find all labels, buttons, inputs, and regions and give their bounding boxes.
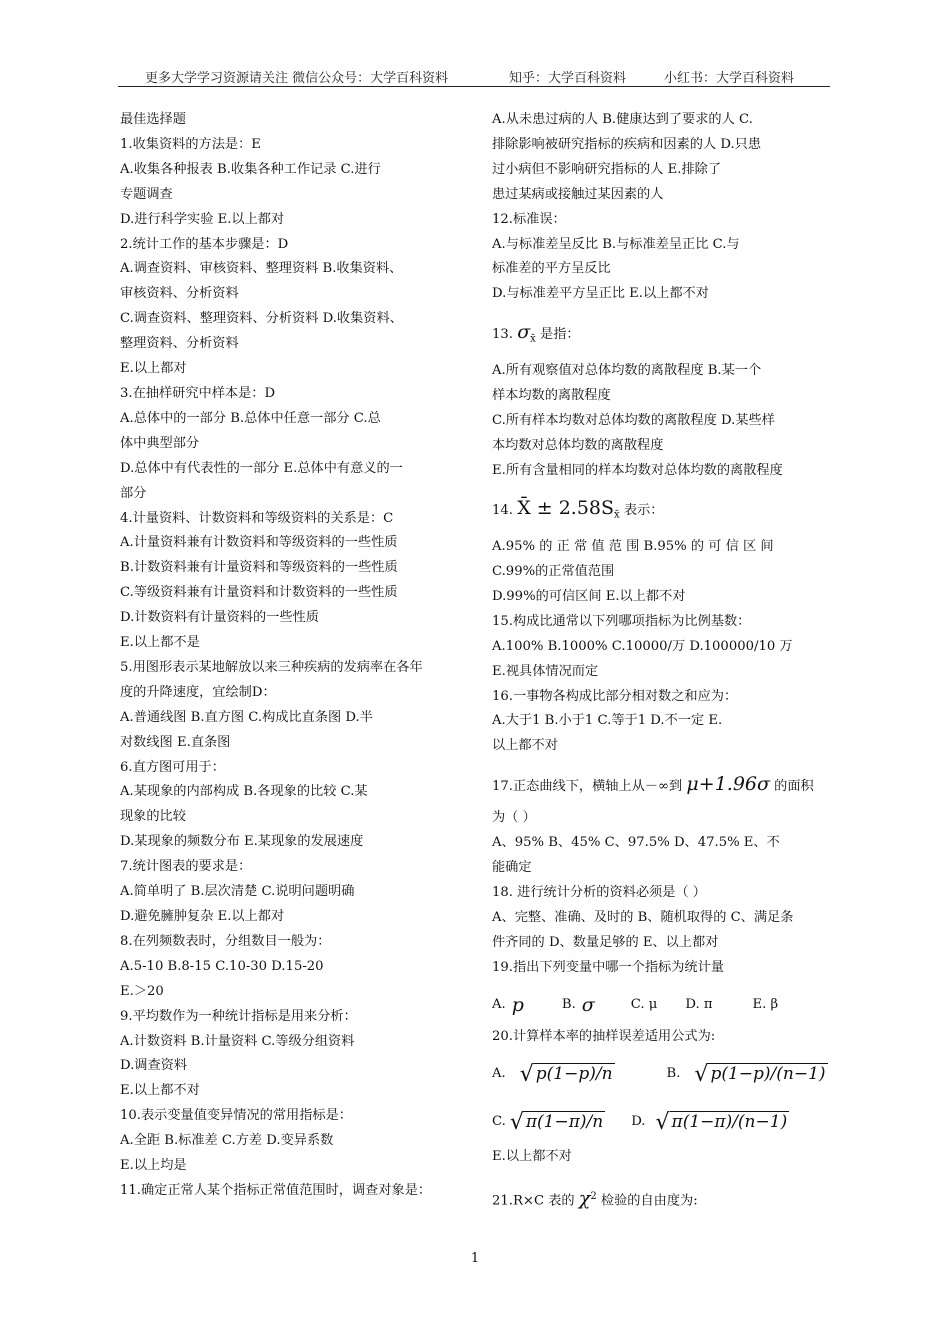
q20-option-d-formula: √ π(1−π)/(n−1) [655, 1109, 788, 1135]
q4-option-b: B.计数资料兼有计量资料和等级资料的一些性质 [120, 560, 398, 576]
q20-option-c-label: C. [492, 1114, 506, 1130]
q19-options [492, 985, 832, 1025]
q13-text: 是指： [540, 327, 580, 343]
q14-formula-subscript: x̄ [614, 510, 620, 522]
chi-symbol: χ [578, 1187, 591, 1210]
q3-options-line1: A.总体中的一部分 B.总体中任意一部分 C.总 [120, 410, 381, 426]
q19-option-e: E. β [752, 996, 779, 1012]
q8-options-line2: E.＞20 [120, 983, 164, 999]
chi-superscript: 2 [590, 1191, 597, 1203]
question-7: 7.统计图表的要求是： [120, 859, 252, 875]
question-16: 16.一事物各构成比部分相对数之和应为： [492, 688, 738, 704]
q9-options-line3: E.以上都不对 [120, 1083, 200, 1099]
q10-options-line2: E.以上均是 [120, 1158, 187, 1174]
sigma-symbol: σ [517, 321, 531, 344]
q17-line2: 为（ ） [492, 810, 536, 826]
q1-options-line2: 专题调查 [120, 186, 173, 202]
q11-options-line2: 排除影响被研究指标的疾病和因素的人 D.只患 [492, 136, 762, 152]
q4-option-d: D.计数资料有计量资料的一些性质 [120, 610, 319, 626]
q19-option-a-label: A. [492, 996, 506, 1012]
question-6: 6.直方图可用于： [120, 759, 225, 775]
q2-options-line4: 整理资料、分析资料 [120, 336, 239, 352]
q2-options-line3: C.调查资料、整理资料、分析资料 D.收集资料、 [120, 311, 403, 327]
q4-option-a: A.计量资料兼有计数资料和等级资料的一些性质 [120, 535, 398, 551]
q10-options-line1: A.全距 B.标准差 C.方差 D.变异系数 [120, 1133, 334, 1149]
q19-option-b-symbol: σ [581, 993, 595, 1016]
question-14 [492, 489, 832, 535]
question-1: 1.收集资料的方法是：E [120, 136, 261, 152]
question-13 [492, 313, 832, 359]
q20-option-e: E.以上都不对 [492, 1149, 572, 1165]
q17-options-line1: A、95% B、45% C、97.5% D、47.5% E、不 [492, 835, 780, 851]
left-column [120, 108, 460, 1204]
question-5-line1: 5.用图形表示某地解放以来三种疾病的发病率在各年 [120, 659, 423, 675]
q5-options-line2: 对数线图 E.直条图 [120, 734, 231, 750]
page-header [118, 64, 830, 87]
question-11: 11.确定正常人某个指标正常值范围时，调查对象是： [120, 1182, 432, 1198]
q7-options-line1: A.简单明了 B.层次清楚 C.说明问题明确 [120, 884, 355, 900]
page-number: 1 [470, 1251, 480, 1266]
q11-options-line3: 过小病但不影响研究指标的人 E.排除了 [492, 161, 722, 177]
q6-options-line1: A.某现象的内部构成 B.各现象的比较 C.某 [120, 784, 368, 800]
radical-icon: √ [655, 1109, 670, 1135]
q18-options-line2: 件齐同的 D、数量足够的 E、以上都对 [492, 934, 719, 950]
question-4: 4.计量资料、计数资料和等级资料的关系是：C [120, 510, 394, 526]
q2-options-line5: E.以上都对 [120, 361, 187, 377]
q20-option-a-formula: √ p(1−p)/n [519, 1061, 613, 1087]
question-8: 8.在列频数表时，分组数目一般为： [120, 933, 331, 949]
q19-option-c: C. μ [630, 996, 658, 1012]
q14-options-line1: A.95% 的 正 常 值 范 围 B.95% 的 可 信 区 间 [492, 539, 774, 555]
radical-icon: √ [519, 1061, 534, 1087]
question-19: 19.指出下列变量中哪一个指标为统计量 [492, 959, 724, 975]
header-promo: 更多大学学习资源请关注 微信公众号：大学百科资料 [145, 71, 449, 86]
q11-options-line1: A.从未患过病的人 B.健康达到了要求的人 C. [492, 112, 753, 127]
right-column [492, 108, 832, 1221]
q13-options-line3: C.所有样本均数对总体均数的离散程度 D.某些样 [492, 412, 775, 428]
q1-options-line1: A.收集各种报表 B.收集各种工作记录 C.进行 [120, 161, 381, 177]
q12-options-line2: 标准差的平方呈反比 [492, 261, 611, 277]
q13-number: 13. [492, 327, 513, 343]
q17-text-post: 的面积 [774, 779, 814, 795]
q2-options-line1: A.调查资料、审核资料、整理资料 B.收集资料、 [120, 261, 403, 277]
sigma-subscript: x̄ [530, 333, 536, 345]
radical-icon: √ [694, 1061, 709, 1087]
q15-options-line1: A.100% B.1000% C.10000/万 D.100000/10 万 [492, 638, 793, 654]
q5-options-line1: A.普通线图 B.直方图 C.构成比直条图 D.半 [120, 709, 373, 725]
q17-options-line2: 能确定 [492, 860, 532, 876]
q15-options-line2: E.视具体情况而定 [492, 663, 599, 679]
q20-options-cd [492, 1099, 832, 1145]
section-title: 最佳选择题 [120, 112, 186, 127]
q20-option-a-label: A. [492, 1066, 506, 1082]
q14-text: 表示： [623, 503, 664, 519]
q18-options-line1: A、完整、准确、及时的 B、随机取得的 C、满足条 [492, 909, 794, 925]
q19-option-d: D. π [685, 996, 713, 1012]
q17-text-pre: 17.正态曲线下，横轴上从－∞到 [492, 779, 683, 795]
question-17 [492, 765, 832, 806]
q20-option-d-label: D. [631, 1114, 646, 1130]
q20-option-b-label: B. [666, 1066, 681, 1082]
q19-option-b-label: B. [561, 996, 576, 1012]
q6-options-line3: D.某现象的频数分布 E.某现象的发展速度 [120, 834, 364, 850]
q12-options-line3: D.与标准差平方呈正比 E.以上都不对 [492, 286, 709, 302]
q4-option-e: E.以上都不是 [120, 635, 200, 651]
question-15: 15.构成比通常以下列哪项指标为比例基数： [492, 613, 751, 629]
q20-option-c-formula: √ π(1−π)/n [509, 1109, 604, 1135]
q1-options-line3: D.进行科学实验 E.以上都对 [120, 211, 285, 227]
q9-options-line2: D.调查资料 [120, 1058, 188, 1074]
q14-options-line3: D.99%的可信区间 E.以上都不对 [492, 588, 686, 604]
q4-option-c: C.等级资料兼有计量资料和计数资料的一些性质 [120, 585, 398, 601]
q13-options-line1: A.所有观察值对总体均数的离散程度 B.某一个 [492, 362, 762, 378]
q8-options-line1: A.5-10 B.8-15 C.10-30 D.15-20 [120, 958, 324, 974]
q9-options-line1: A.计数资料 B.计量资料 C.等级分组资料 [120, 1033, 355, 1049]
header-xiaohongshu: 小红书：大学百科资料 [664, 71, 795, 86]
q20-option-b-formula: √ p(1−p)/(n−1) [694, 1061, 826, 1087]
q21-text-pre: 21.R×C 表的 [492, 1193, 575, 1209]
q13-options-line4: 本均数对总体均数的离散程度 [492, 437, 664, 453]
question-5-line2: 度的升降速度，宜绘制D： [120, 684, 276, 700]
question-3: 3.在抽样研究中样本是：D [120, 385, 276, 401]
q13-options-line2: 样本均数的离散程度 [492, 387, 611, 403]
q6-options-line2: 现象的比较 [120, 809, 186, 825]
header-zhihu: 知乎：大学百科资料 [509, 71, 627, 86]
question-2: 2.统计工作的基本步骤是：D [120, 236, 289, 252]
q16-options-line1: A.大于1 B.小于1 C.等于1 D.不一定 E. [492, 713, 723, 729]
q2-options-line2: 审核资料、分析资料 [120, 286, 239, 302]
question-10: 10.表示变量值变异情况的常用指标是： [120, 1108, 352, 1124]
q3-options-line2: 体中典型部分 [120, 435, 200, 451]
q14-number: 14. [492, 503, 513, 519]
q11-options-line4: 患过某病或接触过某因素的人 [492, 186, 664, 202]
q3-options-line3: D.总体中有代表性的一部分 E.总体中有意义的一 [120, 460, 403, 476]
q16-options-line2: 以上都不对 [492, 738, 558, 754]
q19-option-a-symbol: p [511, 993, 524, 1016]
radical-icon: √ [509, 1109, 524, 1135]
q13-options-line5: E.所有含量相同的样本均数对总体均数的离散程度 [492, 462, 783, 478]
question-9: 9.平均数作为一种统计指标是用来分析： [120, 1008, 357, 1024]
q20-options-ab [492, 1049, 832, 1099]
q7-options-line2: D.避免臃肿复杂 E.以上都对 [120, 909, 285, 924]
question-12: 12.标准误： [492, 211, 566, 227]
q14-options-line2: C.99%的正常值范围 [492, 563, 615, 579]
q14-formula: X̄ ± 2.58S [517, 497, 615, 520]
q12-options-line1: A.与标准差呈反比 B.与标准差呈正比 C.与 [492, 236, 740, 252]
q21-text-post: 检验的自由度为: [600, 1193, 698, 1209]
q17-formula: μ+1.96σ [686, 773, 770, 796]
q3-options-line4: 部分 [120, 485, 147, 501]
question-18: 18. 进行统计分析的资料必须是（ ） [492, 884, 706, 900]
question-20: 20.计算样本率的抽样误差适用公式为: [492, 1028, 716, 1044]
question-21 [492, 1178, 832, 1220]
